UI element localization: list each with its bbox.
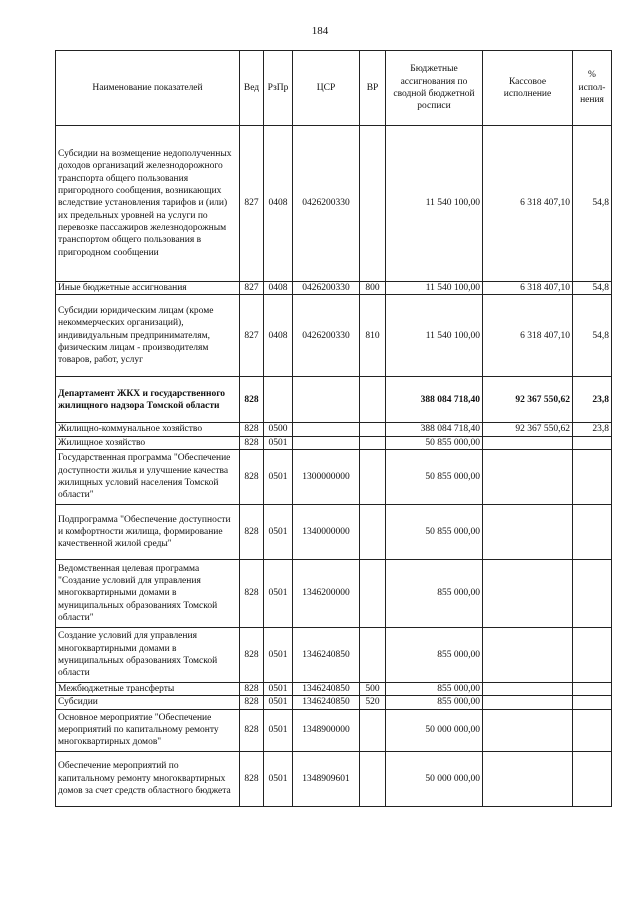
- row-ved: 828: [240, 628, 264, 683]
- row-cash-execution: 6 318 407,10: [483, 295, 573, 377]
- row-ved: 828: [240, 696, 264, 709]
- row-csr: 0426200330: [293, 295, 360, 377]
- table-row: [56, 751, 612, 806]
- row-rzpr: 0501: [264, 436, 293, 449]
- row-ved: 828: [240, 436, 264, 449]
- row-cash-execution: 92 367 550,62: [483, 423, 573, 436]
- row-cash-execution: [483, 709, 573, 751]
- row-cash-execution: [483, 751, 573, 806]
- row-csr: 1346200000: [293, 560, 360, 628]
- row-vr: 800: [360, 282, 386, 295]
- row-rzpr: 0501: [264, 450, 293, 505]
- header-ved: Вед: [240, 51, 264, 126]
- header-assignments: Бюджетные ассигнования по сводной бюджетной росписи: [386, 51, 483, 126]
- row-assignment: 855 000,00: [386, 683, 483, 696]
- row-percent: 54,8: [573, 295, 612, 377]
- row-vr: [360, 423, 386, 436]
- row-assignment: 50 000 000,00: [386, 751, 483, 806]
- row-percent: 23,8: [573, 377, 612, 423]
- header-percent: % испол-нения: [573, 51, 612, 126]
- row-rzpr: 0500: [264, 423, 293, 436]
- table-row: [56, 423, 612, 436]
- table-row: [56, 436, 612, 449]
- row-csr: [293, 423, 360, 436]
- row-percent: 54,8: [573, 126, 612, 282]
- row-name: Ведомственная целевая программа "Создание условий для управления многоквартирными домами в муниципальных образованиях Томской области": [56, 560, 240, 628]
- row-cash-execution: [483, 628, 573, 683]
- row-assignment: 855 000,00: [386, 628, 483, 683]
- row-cash-execution: 6 318 407,10: [483, 126, 573, 282]
- row-cash-execution: [483, 560, 573, 628]
- row-csr: 1340000000: [293, 505, 360, 560]
- row-rzpr: [264, 377, 293, 423]
- row-csr: 1346240850: [293, 683, 360, 696]
- row-vr: 500: [360, 683, 386, 696]
- row-ved: 828: [240, 683, 264, 696]
- row-csr: 1348909601: [293, 751, 360, 806]
- table-row: [56, 295, 612, 377]
- table-row: [56, 683, 612, 696]
- table-row: [56, 450, 612, 505]
- header-csr: ЦСР: [293, 51, 360, 126]
- row-name: Жилищно-коммунальное хозяйство: [56, 423, 240, 436]
- row-assignment: 855 000,00: [386, 560, 483, 628]
- row-ved: 828: [240, 709, 264, 751]
- row-percent: 23,8: [573, 423, 612, 436]
- row-rzpr: 0408: [264, 282, 293, 295]
- row-percent: [573, 505, 612, 560]
- row-name: Иные бюджетные ассигнования: [56, 282, 240, 295]
- row-percent: [573, 709, 612, 751]
- row-assignment: 388 084 718,40: [386, 377, 483, 423]
- row-name: Государственная программа "Обеспечение доступности жилья и улучшение качества жилищных условий населения Томской области": [56, 450, 240, 505]
- row-name: Субсидии юридическим лицам (кроме некоммерческих организаций), индивидуальным предпринимателям, физическим лицам - производителям товаров, работ, услуг: [56, 295, 240, 377]
- table-row: [56, 560, 612, 628]
- row-name: Создание условий для управления многоквартирными домами в муниципальных образованиях Томской области: [56, 628, 240, 683]
- row-assignment: 388 084 718,40: [386, 423, 483, 436]
- row-vr: [360, 709, 386, 751]
- row-percent: [573, 450, 612, 505]
- row-cash-execution: [483, 696, 573, 709]
- row-rzpr: 0501: [264, 751, 293, 806]
- header-rzpr: РзПр: [264, 51, 293, 126]
- row-ved: 827: [240, 282, 264, 295]
- row-csr: [293, 436, 360, 449]
- table-row: [56, 377, 612, 423]
- row-ved: 827: [240, 126, 264, 282]
- row-percent: [573, 751, 612, 806]
- budget-table: [55, 50, 612, 807]
- row-cash-execution: 92 367 550,62: [483, 377, 573, 423]
- row-ved: 827: [240, 295, 264, 377]
- row-ved: 828: [240, 560, 264, 628]
- row-assignment: 11 540 100,00: [386, 282, 483, 295]
- row-name: Подпрограмма "Обеспечение доступности и комфортности жилища, формирование качественной жилой среды": [56, 505, 240, 560]
- row-assignment: 855 000,00: [386, 696, 483, 709]
- row-assignment: 50 855 000,00: [386, 436, 483, 449]
- row-csr: 1346240850: [293, 696, 360, 709]
- row-ved: 828: [240, 423, 264, 436]
- row-assignment: 11 540 100,00: [386, 126, 483, 282]
- row-vr: [360, 436, 386, 449]
- row-cash-execution: [483, 450, 573, 505]
- row-csr: 0426200330: [293, 126, 360, 282]
- row-percent: [573, 683, 612, 696]
- row-rzpr: 0501: [264, 628, 293, 683]
- row-rzpr: 0501: [264, 683, 293, 696]
- row-ved: 828: [240, 450, 264, 505]
- row-csr: 1300000000: [293, 450, 360, 505]
- row-rzpr: 0501: [264, 505, 293, 560]
- row-vr: [360, 450, 386, 505]
- row-vr: [360, 505, 386, 560]
- header-vr: ВР: [360, 51, 386, 126]
- row-vr: [360, 126, 386, 282]
- row-cash-execution: 6 318 407,10: [483, 282, 573, 295]
- row-csr: [293, 377, 360, 423]
- row-rzpr: 0408: [264, 126, 293, 282]
- row-assignment: 11 540 100,00: [386, 295, 483, 377]
- row-cash-execution: [483, 436, 573, 449]
- table-row: [56, 505, 612, 560]
- header-row: [56, 51, 612, 126]
- row-vr: [360, 560, 386, 628]
- row-csr: 1348900000: [293, 709, 360, 751]
- row-name: Жилищное хозяйство: [56, 436, 240, 449]
- table-row: [56, 696, 612, 709]
- row-percent: [573, 628, 612, 683]
- row-name: Обеспечение мероприятий по капитальному ремонту многоквартирных домов за счет средств областного бюджета: [56, 751, 240, 806]
- row-vr: [360, 628, 386, 683]
- row-percent: 54,8: [573, 282, 612, 295]
- table-row: [56, 282, 612, 295]
- row-rzpr: 0501: [264, 696, 293, 709]
- row-name: Субсидии на возмещение недополученных доходов организаций железнодорожного транспорта общего пользования пригородного сообщения, возникающих вследствие установления тарифов и (или) их предельных уровней на услуги по перевозке пассажиров железнодорожным транспортом общего пользования в пригородном сообщении: [56, 126, 240, 282]
- row-csr: 1346240850: [293, 628, 360, 683]
- row-cash-execution: [483, 683, 573, 696]
- row-rzpr: 0501: [264, 560, 293, 628]
- row-ved: 828: [240, 505, 264, 560]
- row-rzpr: 0501: [264, 709, 293, 751]
- row-cash-execution: [483, 505, 573, 560]
- row-name: Основное мероприятие "Обеспечение мероприятий по капитальному ремонту многоквартирных домов": [56, 709, 240, 751]
- row-percent: [573, 696, 612, 709]
- header-name: Наименование показателей: [56, 51, 240, 126]
- table-row: [56, 709, 612, 751]
- page-number: 184: [311, 25, 329, 37]
- table-body: [56, 126, 612, 807]
- table-row: [56, 628, 612, 683]
- header-cash-execution: Кассовое исполнение: [483, 51, 573, 126]
- row-percent: [573, 436, 612, 449]
- row-csr: 0426200330: [293, 282, 360, 295]
- row-vr: [360, 377, 386, 423]
- row-ved: 828: [240, 751, 264, 806]
- row-assignment: 50 855 000,00: [386, 450, 483, 505]
- row-vr: 810: [360, 295, 386, 377]
- table-row: [56, 126, 612, 282]
- row-assignment: 50 855 000,00: [386, 505, 483, 560]
- row-vr: [360, 751, 386, 806]
- row-percent: [573, 560, 612, 628]
- row-name: Субсидии: [56, 696, 240, 709]
- row-ved: 828: [240, 377, 264, 423]
- row-name: Департамент ЖКХ и государственного жилищного надзора Томской области: [56, 377, 240, 423]
- row-rzpr: 0408: [264, 295, 293, 377]
- row-name: Межбюджетные трансферты: [56, 683, 240, 696]
- row-assignment: 50 000 000,00: [386, 709, 483, 751]
- row-vr: 520: [360, 696, 386, 709]
